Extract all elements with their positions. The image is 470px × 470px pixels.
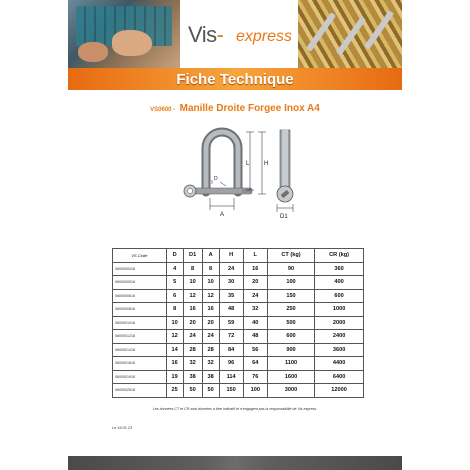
table-cell-code: 0600002518 xyxy=(113,384,167,398)
table-cell: 16 xyxy=(183,303,202,317)
table-cell: 12000 xyxy=(315,384,364,398)
table-row xyxy=(113,289,364,303)
pin-thread xyxy=(242,189,252,193)
table-cell: 40 xyxy=(243,316,267,330)
hand-shape xyxy=(112,30,152,56)
shackle-front-view xyxy=(184,132,252,197)
table-cell-code: 0600001418 xyxy=(113,343,167,357)
table-cell: 12 xyxy=(183,289,202,303)
table-cell: 10 xyxy=(183,276,202,290)
table-row xyxy=(113,330,364,344)
logo-dash: - xyxy=(216,22,224,47)
label-L: L xyxy=(246,161,250,167)
table-cell-code: 0600001618 xyxy=(113,357,167,371)
table-cell: 32 xyxy=(243,303,267,317)
screw-icon xyxy=(336,16,366,55)
table-row xyxy=(113,303,364,317)
table-cell: 4400 xyxy=(315,357,364,371)
table-cell: 35 xyxy=(219,289,243,303)
table-cell: 64 xyxy=(243,357,267,371)
header-photo-toolbox xyxy=(68,0,180,68)
table-cell: 150 xyxy=(267,289,314,303)
table-cell: 2400 xyxy=(315,330,364,344)
label-H: H xyxy=(264,161,269,167)
document-date: Le 19.01.23 xyxy=(112,426,133,430)
table-cell: 3000 xyxy=(267,384,314,398)
table-cell: 84 xyxy=(219,343,243,357)
shackle-side-view xyxy=(277,130,293,202)
table-cell-code: 0600000418 xyxy=(113,262,167,276)
side-dimension-lines xyxy=(277,204,293,212)
shackle-body xyxy=(206,132,238,192)
header-photo-screws xyxy=(298,0,402,68)
table-cell: 24 xyxy=(183,330,202,344)
table-cell: 20 xyxy=(202,316,219,330)
table-cell: 400 xyxy=(315,276,364,290)
table-cell: 10 xyxy=(166,316,183,330)
table-body xyxy=(113,262,364,397)
table-cell: 1100 xyxy=(267,357,314,371)
logo-vis: Vis xyxy=(188,22,217,47)
table-cell: 600 xyxy=(315,289,364,303)
table-cell: 25 xyxy=(166,384,183,398)
table-cell: 16 xyxy=(202,303,219,317)
pin-eye-hole xyxy=(188,189,193,194)
screw-icon xyxy=(364,10,394,49)
specifications-table xyxy=(112,248,364,398)
table-cell: 72 xyxy=(219,330,243,344)
table-cell: 8 xyxy=(166,303,183,317)
table-cell: 2000 xyxy=(315,316,364,330)
table-cell: 1600 xyxy=(267,370,314,384)
table-cell: 19 xyxy=(166,370,183,384)
table-cell: 360 xyxy=(315,262,364,276)
table-cell: 100 xyxy=(243,384,267,398)
banner-title: Fiche Technique xyxy=(176,71,294,88)
table-cell-code: 0600001018 xyxy=(113,316,167,330)
table-cell: 5 xyxy=(166,276,183,290)
table-cell: 76 xyxy=(243,370,267,384)
hand-shape-2 xyxy=(78,42,108,62)
table-cell: 50 xyxy=(202,384,219,398)
table-row xyxy=(113,357,364,371)
table-header-row xyxy=(113,249,364,263)
table-row xyxy=(113,262,364,276)
label-D1: D1 xyxy=(280,214,288,220)
brand-logo xyxy=(180,0,298,68)
table-cell-code: 0600000618 xyxy=(113,289,167,303)
table-cell: 16 xyxy=(166,357,183,371)
table-cell: 20 xyxy=(243,276,267,290)
table-row xyxy=(113,370,364,384)
table-row xyxy=(113,343,364,357)
table-cell: 14 xyxy=(166,343,183,357)
table-cell: 1000 xyxy=(315,303,364,317)
header-banner xyxy=(68,0,402,68)
table-cell: 90 xyxy=(267,262,314,276)
label-D: D xyxy=(214,176,218,182)
col-header-a: A xyxy=(202,249,219,263)
table-cell: 6400 xyxy=(315,370,364,384)
table-cell: 24 xyxy=(202,330,219,344)
col-header-d1: D1 xyxy=(183,249,202,263)
table-cell: 38 xyxy=(202,370,219,384)
table-cell: 28 xyxy=(183,343,202,357)
table-cell: 4 xyxy=(166,262,183,276)
disclaimer-text: Les données CT et CR sont données à titre indicatif et n'engagent pas la responsabilité de Vis-express. xyxy=(152,407,318,411)
table-cell: 10 xyxy=(202,276,219,290)
table-cell: 250 xyxy=(267,303,314,317)
table-cell: 16 xyxy=(243,262,267,276)
table-cell: 38 xyxy=(183,370,202,384)
table-cell: 96 xyxy=(219,357,243,371)
table-cell: 900 xyxy=(267,343,314,357)
label-A: A xyxy=(220,212,225,218)
table-cell: 8 xyxy=(183,262,202,276)
table-cell: 6 xyxy=(166,289,183,303)
logo-text xyxy=(188,22,224,48)
section-banner xyxy=(68,68,402,90)
table-cell: 20 xyxy=(183,316,202,330)
table-cell: 50 xyxy=(183,384,202,398)
table-cell: 24 xyxy=(243,289,267,303)
table-cell-code: 0600001218 xyxy=(113,330,167,344)
col-header-vs-code: VS Code xyxy=(113,249,167,263)
table-cell: 150 xyxy=(219,384,243,398)
table-cell: 8 xyxy=(202,262,219,276)
shackle-drawing xyxy=(170,110,330,220)
table-cell: 32 xyxy=(202,357,219,371)
table-cell: 12 xyxy=(166,330,183,344)
table-cell: 56 xyxy=(243,343,267,357)
table-cell: 30 xyxy=(219,276,243,290)
table-cell-code: 0600000818 xyxy=(113,303,167,317)
table-cell: 32 xyxy=(183,357,202,371)
table-row xyxy=(113,276,364,290)
table-row xyxy=(113,316,364,330)
footer-bar xyxy=(68,456,402,470)
table-cell-code: 0600001918 xyxy=(113,370,167,384)
table-cell: 28 xyxy=(202,343,219,357)
col-header-ct: CT (kg) xyxy=(267,249,314,263)
table-cell: 48 xyxy=(219,303,243,317)
col-header-l: L xyxy=(243,249,267,263)
table-cell: 24 xyxy=(219,262,243,276)
product-name: Manille Droite Forgee Inox A4 xyxy=(179,103,320,114)
table-cell: 500 xyxy=(267,316,314,330)
side-view-highlight xyxy=(282,130,288,192)
logo-express: express xyxy=(236,28,293,45)
table-cell: 3600 xyxy=(315,343,364,357)
table-cell: 114 xyxy=(219,370,243,384)
col-header-h: H xyxy=(219,249,243,263)
table-row xyxy=(113,384,364,398)
table-cell: 12 xyxy=(202,289,219,303)
product-code: VS0600 - xyxy=(150,107,176,113)
screw-icon xyxy=(306,12,336,51)
table-cell: 100 xyxy=(267,276,314,290)
col-header-cr: CR (kg) xyxy=(315,249,364,263)
table-cell: 48 xyxy=(243,330,267,344)
table-cell: 600 xyxy=(267,330,314,344)
table-cell-code: 0600000518 xyxy=(113,276,167,290)
col-header-d: D xyxy=(166,249,183,263)
table-cell: 59 xyxy=(219,316,243,330)
